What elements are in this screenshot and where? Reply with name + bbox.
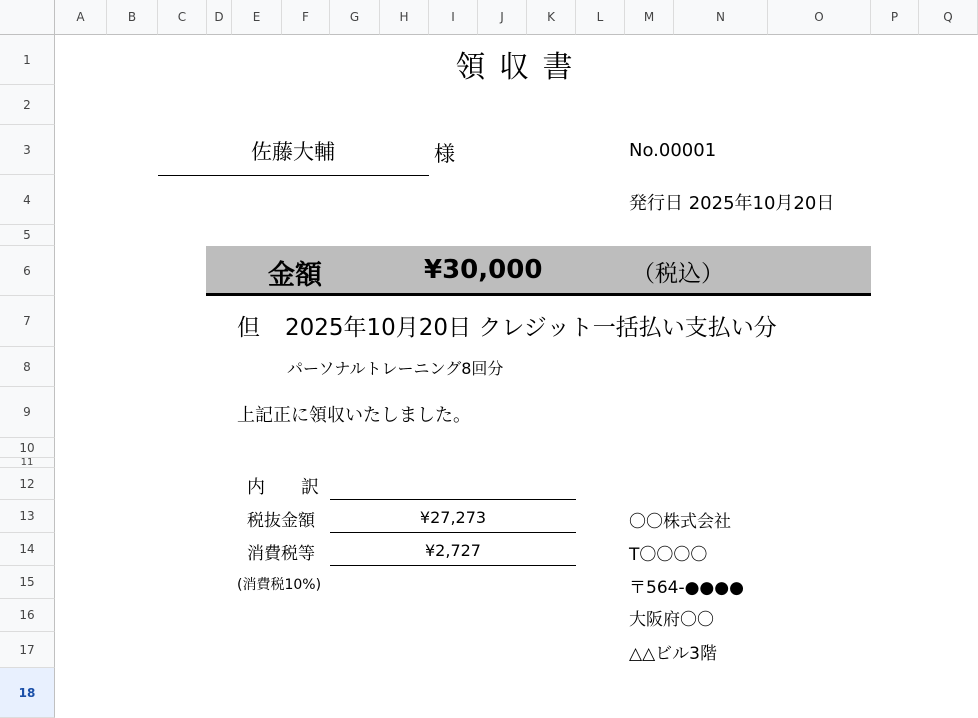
issuer-line: 〒564-●●●● (629, 578, 744, 598)
row-header[interactable]: 4 (0, 175, 55, 225)
issuer-line: 〇〇株式会社 (629, 512, 731, 532)
amount-value: ¥30,000 (424, 255, 543, 285)
amount-double-underline (206, 293, 871, 296)
detail-note: パーソナルトレーニング8回分 (287, 359, 504, 378)
column-header[interactable]: H (380, 0, 429, 35)
column-header[interactable]: B (107, 0, 158, 35)
issuer-line: T〇〇〇〇 (629, 545, 708, 565)
row-header[interactable]: 6 (0, 246, 55, 296)
receipt-number: No.00001 (629, 140, 717, 161)
row-header[interactable]: 8 (0, 347, 55, 387)
column-header[interactable]: J (478, 0, 527, 35)
row-header[interactable]: 13 (0, 500, 55, 533)
row-header[interactable]: 2 (0, 85, 55, 125)
proviso-text: 2025年10月20日 クレジット一括払い支払い分 (285, 315, 777, 341)
column-header[interactable]: O (768, 0, 871, 35)
row-header[interactable]: 17 (0, 632, 55, 668)
receipt-title: 領 収 書 (455, 50, 575, 85)
column-header[interactable]: F (282, 0, 330, 35)
customer-underline (158, 175, 429, 176)
issuer-line: 大阪府〇〇 (629, 610, 714, 630)
row-header[interactable]: 11 (0, 458, 55, 468)
column-header[interactable]: K (527, 0, 576, 35)
breakdown-label: 税抜金額 (247, 511, 315, 531)
column-header[interactable]: I (429, 0, 478, 35)
breakdown-value: ¥2,727 (425, 541, 481, 560)
tax-rate-note: (消費税10%) (237, 577, 322, 593)
column-header[interactable]: Q (919, 0, 978, 35)
customer-name: 佐藤大輔 (251, 140, 335, 164)
issuer-line: △△ビル3階 (629, 644, 717, 664)
column-header[interactable]: P (871, 0, 919, 35)
row-header[interactable]: 3 (0, 125, 55, 175)
breakdown-line (330, 499, 576, 500)
breakdown-line (330, 565, 576, 566)
breakdown-value: ¥27,273 (419, 508, 487, 527)
select-all-corner[interactable] (0, 0, 55, 35)
breakdown-label: 消費税等 (247, 544, 315, 564)
acknowledgement: 上記正に領収いたしました。 (237, 405, 471, 426)
row-header[interactable]: 16 (0, 599, 55, 632)
column-header[interactable]: D (207, 0, 232, 35)
tax-included-label: （税込） (632, 261, 724, 287)
row-header-selected[interactable]: 18 (0, 668, 55, 718)
column-header[interactable]: A (55, 0, 107, 35)
issue-date: 発行日 2025年10月20日 (629, 193, 835, 214)
breakdown-heading: 内 訳 (247, 477, 319, 498)
column-header[interactable]: N (674, 0, 768, 35)
breakdown-line (330, 532, 576, 533)
row-header[interactable]: 10 (0, 438, 55, 458)
column-header[interactable]: L (576, 0, 625, 35)
amount-label: 金額 (268, 260, 322, 291)
row-header[interactable]: 5 (0, 225, 55, 246)
column-header[interactable]: G (330, 0, 380, 35)
column-header[interactable]: M (625, 0, 674, 35)
row-header[interactable]: 12 (0, 468, 55, 500)
column-header[interactable]: C (158, 0, 207, 35)
row-header[interactable]: 1 (0, 35, 55, 85)
row-header[interactable]: 15 (0, 566, 55, 599)
row-header[interactable]: 7 (0, 296, 55, 347)
row-header[interactable]: 14 (0, 533, 55, 566)
row-header[interactable]: 9 (0, 387, 55, 438)
column-header[interactable]: E (232, 0, 282, 35)
proviso-label: 但 (237, 315, 260, 341)
honorific: 様 (434, 142, 455, 166)
